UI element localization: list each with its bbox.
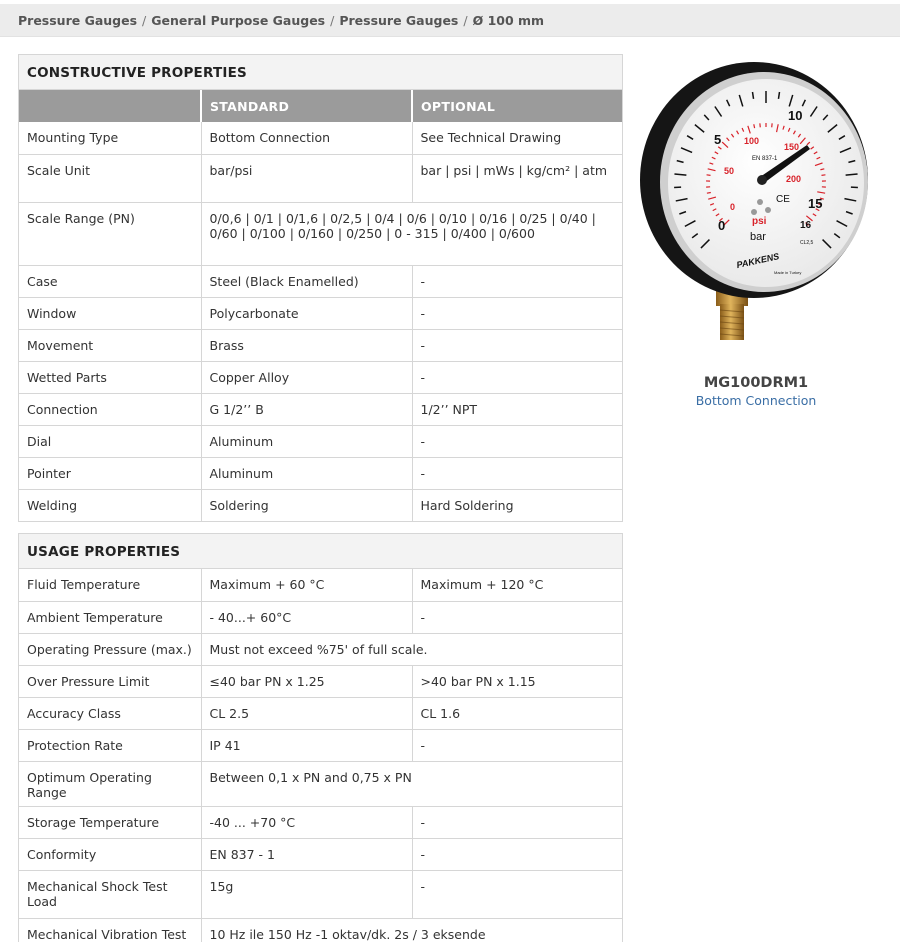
- property-label: Scale Unit: [19, 154, 201, 202]
- property-label: Case: [19, 265, 201, 297]
- table-row: [19, 633, 622, 665]
- ce-mark: CE: [776, 194, 790, 205]
- optional-value: -: [412, 729, 622, 761]
- column-header-standard: STANDARD: [201, 90, 412, 122]
- standard-value: Aluminum: [201, 425, 412, 457]
- standard-mark: EN 837-1: [752, 156, 778, 162]
- table-row: [19, 393, 622, 425]
- optional-value: -: [412, 265, 622, 297]
- breadcrumb: [0, 4, 900, 37]
- standard-value: Maximum + 60 °C: [201, 569, 412, 601]
- optional-value: 1/2’’ NPT: [412, 393, 622, 425]
- bar-tick: [778, 92, 779, 99]
- optional-value: -: [412, 297, 622, 329]
- standard-value: bar/psi: [201, 154, 412, 202]
- property-label: Accuracy Class: [19, 697, 201, 729]
- property-label: Dial: [19, 425, 201, 457]
- property-label: Scale Range (PN): [19, 202, 201, 265]
- product-subtitle-link[interactable]: Bottom Connection: [695, 393, 817, 408]
- bar-label-5: 5: [714, 132, 722, 147]
- standard-value: EN 837 - 1: [201, 838, 412, 870]
- standard-value: Brass: [201, 329, 412, 361]
- property-label: Window: [19, 297, 201, 329]
- property-label: Storage Temperature: [19, 806, 201, 838]
- standard-value: Aluminum: [201, 457, 412, 489]
- standard-value: 15g: [201, 870, 412, 918]
- pressure-gauge-illustration: [636, 52, 876, 370]
- standard-value: -40 ... +70 °C: [201, 806, 412, 838]
- property-label: Conformity: [19, 838, 201, 870]
- table-row: [19, 489, 622, 521]
- psi-tick: [707, 193, 711, 194]
- property-label: Movement: [19, 329, 201, 361]
- bar-label-15: 15: [808, 196, 823, 211]
- standard-value: G 1/2’’ B: [201, 393, 412, 425]
- origin-mark: Made in Turkey: [774, 270, 802, 275]
- property-label: Connection: [19, 393, 201, 425]
- table-row: [19, 329, 622, 361]
- table-row: [19, 425, 622, 457]
- optional-value: -: [412, 838, 622, 870]
- psi-label-100: 100: [744, 136, 760, 146]
- standard-value: 0/0,6 | 0/1 | 0/1,6 | 0/2,5 | 0/4 | 0/6 | 0/10 | 0/16 | 0/25 | 0/40 | 0/60 | 0/100 | 0/160 | 0/250 | 0 - 315 | 0/400 | 0/600: [201, 202, 622, 265]
- bar-label-16: 16: [800, 220, 812, 231]
- table-row: [19, 361, 622, 393]
- column-header-property: [19, 90, 201, 122]
- property-label: Wetted Parts: [19, 361, 201, 393]
- psi-tick: [707, 175, 711, 176]
- bar-tick: [753, 92, 754, 99]
- pointer-hub: [757, 175, 767, 185]
- constructive-properties-table: [18, 54, 623, 522]
- unit-bar: bar: [750, 231, 766, 243]
- optional-value: bar | psi | mWs | kg/cm² | atm: [412, 154, 622, 202]
- property-label: Mechanical Shock Test Load: [19, 870, 201, 918]
- table-row: [19, 601, 622, 633]
- bar-label-10: 10: [788, 108, 803, 123]
- standard-value: Polycarbonate: [201, 297, 412, 329]
- table-row: [19, 870, 622, 918]
- unit-psi: psi: [752, 216, 767, 227]
- standard-value: ≤40 bar PN x 1.25: [201, 665, 412, 697]
- property-label: Mounting Type: [19, 122, 201, 154]
- standard-value: Bottom Connection: [201, 122, 412, 154]
- optional-value: -: [412, 425, 622, 457]
- optional-value: >40 bar PN x 1.15: [412, 665, 622, 697]
- table-row: [19, 761, 622, 806]
- standard-value: 10 Hz ile 150 Hz -1 oktav/dk. 2s / 3 eksende: [201, 918, 622, 942]
- section-title: CONSTRUCTIVE PROPERTIES: [19, 55, 622, 90]
- property-label: Over Pressure Limit: [19, 665, 201, 697]
- standard-value: IP 41: [201, 729, 412, 761]
- optional-value: CL 1.6: [412, 697, 622, 729]
- psi-label-50: 50: [724, 166, 735, 176]
- breadcrumb-item-current: Ø 100 mm: [472, 13, 545, 28]
- product-panel: [636, 52, 876, 408]
- breadcrumb-separator: /: [330, 13, 335, 28]
- psi-tick: [821, 175, 825, 176]
- standard-value: Must not exceed %75' of full scale.: [201, 633, 622, 665]
- property-label: Pointer: [19, 457, 201, 489]
- psi-tick: [754, 124, 755, 128]
- product-image[interactable]: [636, 52, 876, 370]
- table-row: [19, 569, 622, 601]
- section-title: USAGE PROPERTIES: [19, 534, 622, 569]
- table-row: [19, 265, 622, 297]
- breadcrumb-item[interactable]: Pressure Gauges: [18, 13, 138, 28]
- optional-value: Maximum + 120 °C: [412, 569, 622, 601]
- table-row: [19, 806, 622, 838]
- property-label: Mechanical Vibration Test: [19, 918, 201, 942]
- psi-label-0: 0: [730, 202, 736, 212]
- property-label: Protection Rate: [19, 729, 201, 761]
- breadcrumb-separator: /: [463, 13, 468, 28]
- table-row: [19, 838, 622, 870]
- psi-label-200: 200: [786, 174, 802, 184]
- property-label: Optimum Operating Range: [19, 761, 201, 806]
- property-label: Welding: [19, 489, 201, 521]
- optional-value: -: [412, 870, 622, 918]
- standard-value: Steel (Black Enamelled): [201, 265, 412, 297]
- table-row: [19, 729, 622, 761]
- table-row: [19, 665, 622, 697]
- column-header-optional: OPTIONAL: [412, 90, 622, 122]
- table-row: [19, 154, 622, 202]
- table-row: [19, 297, 622, 329]
- brand-logo: PAKKENS: [735, 251, 781, 271]
- breadcrumb-separator: /: [142, 13, 147, 28]
- product-code: MG100DRM1: [703, 375, 809, 391]
- standard-value: CL 2.5: [201, 697, 412, 729]
- breadcrumb-item[interactable]: Pressure Gauges: [339, 13, 459, 28]
- class-mark: CL2,5: [800, 240, 814, 246]
- optional-value: See Technical Drawing: [412, 122, 622, 154]
- optional-value: -: [412, 457, 622, 489]
- optional-value: -: [412, 806, 622, 838]
- bar-label-0: 0: [718, 218, 726, 233]
- table-row: [19, 457, 622, 489]
- table-row: [19, 918, 622, 942]
- breadcrumb-item[interactable]: General Purpose Gauges: [151, 13, 326, 28]
- optional-value: Hard Soldering: [412, 489, 622, 521]
- property-label: Fluid Temperature: [19, 569, 201, 601]
- table-row: [19, 697, 622, 729]
- optional-value: -: [412, 601, 622, 633]
- table-row: [19, 122, 622, 154]
- property-label: Ambient Temperature: [19, 601, 201, 633]
- usage-properties-table: [18, 533, 623, 942]
- property-label: Operating Pressure (max.): [19, 633, 201, 665]
- standard-value: Copper Alloy: [201, 361, 412, 393]
- optional-value: -: [412, 361, 622, 393]
- standard-value: Between 0,1 x PN and 0,75 x PN: [201, 761, 622, 806]
- standard-value: Soldering: [201, 489, 412, 521]
- optional-value: -: [412, 329, 622, 361]
- standard-value: - 40...+ 60°C: [201, 601, 412, 633]
- psi-label-150: 150: [784, 142, 800, 152]
- table-row: [19, 202, 622, 265]
